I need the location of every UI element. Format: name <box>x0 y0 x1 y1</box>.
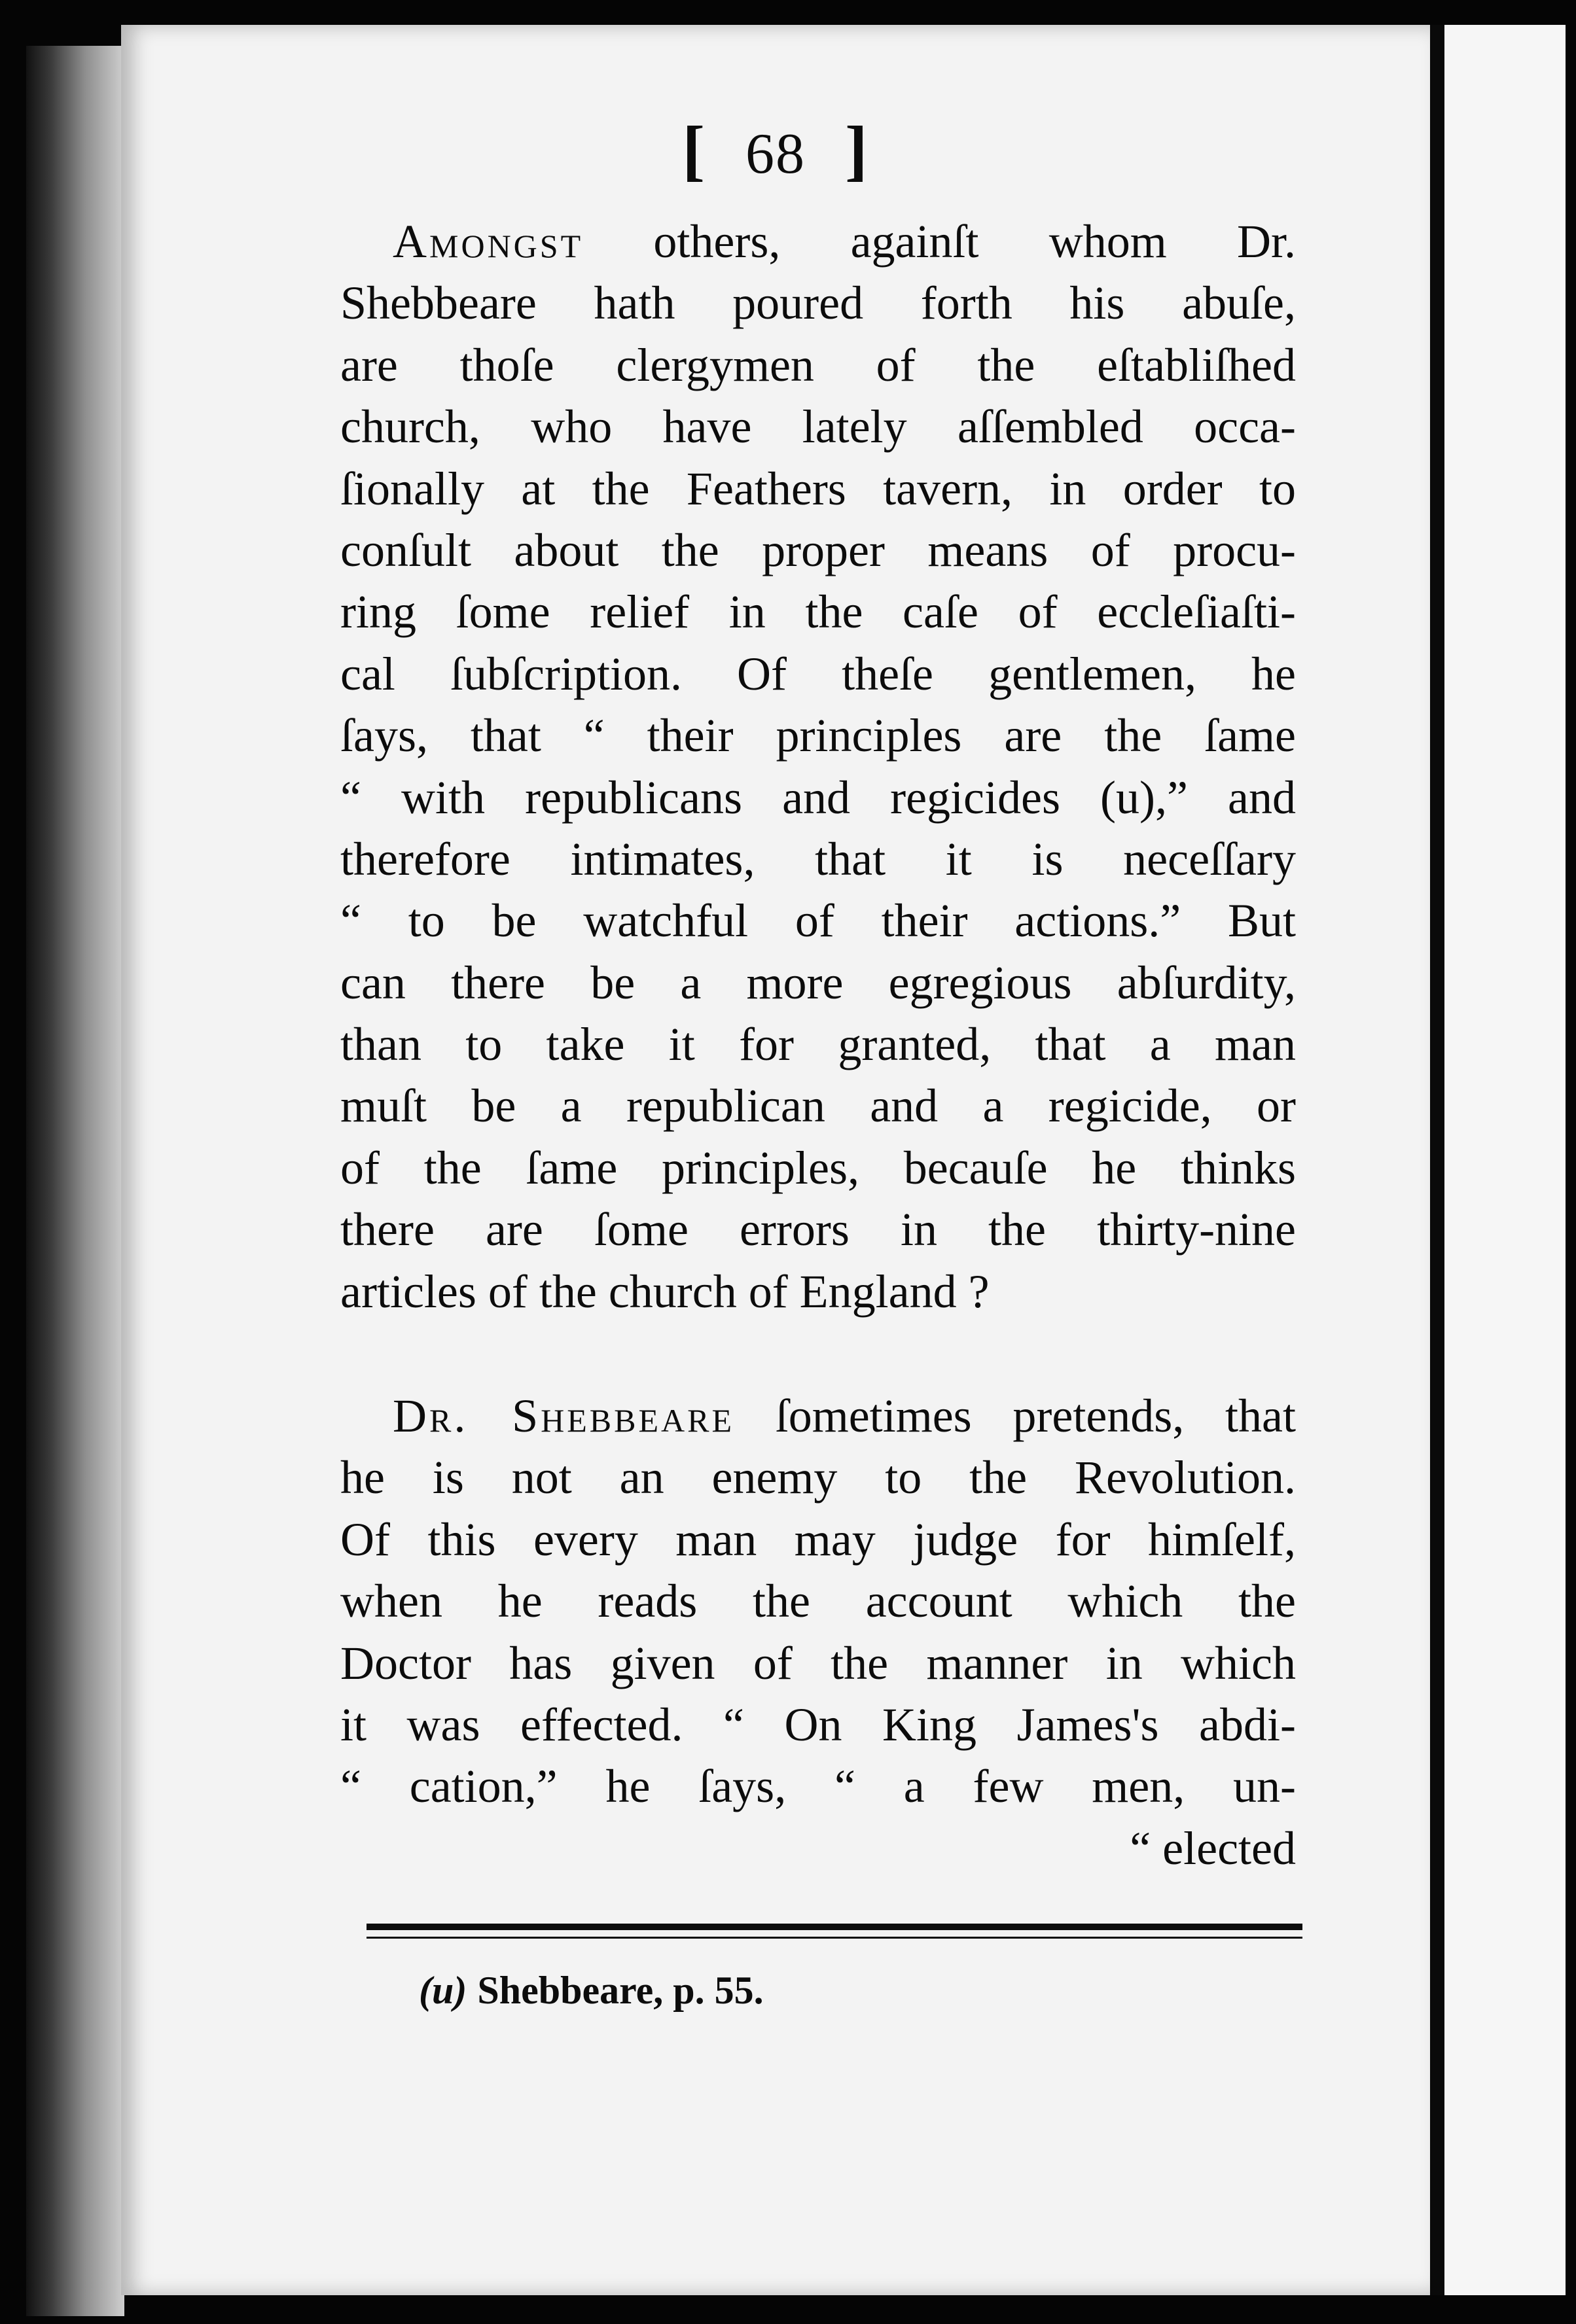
text-line: are thoſe clergymen of the eſtabliſhed <box>340 338 1296 391</box>
text-line: can there be a more egregious abſurdity, <box>340 956 1296 1009</box>
text-line: “ to be watchful of their actions.” But <box>340 894 1296 947</box>
footnote <box>419 1968 764 2013</box>
adjacent-page <box>1444 25 1566 2295</box>
text-line: Shebbeare hath poured forth his abuſe, <box>340 277 1296 330</box>
paragraph-amongst-others <box>340 211 1296 1322</box>
page-number-close-bracket: ] <box>845 113 869 188</box>
footnote-text: Shebbeare, p. 55. <box>477 1969 764 2012</box>
catchword-line: “ elected <box>1130 1822 1296 1875</box>
page-number: 68 <box>745 122 806 186</box>
book-spine-edge <box>26 46 124 2316</box>
text-line: he is not an enemy to the Revolution. <box>340 1451 1296 1504</box>
footnote-rule <box>367 1924 1302 1930</box>
text-line: ring ſome relief in the caſe of eccleſiaſti- <box>340 586 1296 639</box>
text-line: when he reads the account which the <box>340 1575 1296 1628</box>
text-line: Doctor has given of the manner in which <box>340 1636 1296 1689</box>
paragraph-lead-word: Dr. Shebbeare <box>393 1390 734 1442</box>
text-line: ſays, that “ their principles are the ſame <box>340 709 1296 762</box>
text-line: Of this every man may judge for himſelf, <box>340 1513 1296 1566</box>
page-gutter <box>1430 25 1444 2295</box>
text-line: “ with republicans and regicides (u),” and <box>340 771 1296 824</box>
text-line: it was effected. “ On King James's abdi- <box>340 1698 1296 1751</box>
footnote-mark: (u) <box>419 1969 467 2012</box>
paragraph-lead-word: Amongst <box>393 215 584 268</box>
paragraph-dr-shebbeare <box>340 1385 1296 1879</box>
text-line: of the ſame principles, becauſe he thinks <box>340 1141 1296 1194</box>
text-line: ſionally at the Feathers tavern, in order to <box>340 462 1296 515</box>
page-number-header <box>121 111 1430 189</box>
text-line: Dr. Shebbeare ſometimes pretends, that <box>393 1390 1296 1442</box>
text-line: church, who have lately aſſembled occa- <box>340 400 1296 453</box>
text-line: muſt be a republican and a regicide, or <box>340 1080 1296 1133</box>
page-number-open-bracket: [ <box>682 113 706 188</box>
text-line: than to take it for granted, that a man <box>340 1018 1296 1071</box>
text-line: “ cation,” he ſays, “ a few men, un- <box>340 1760 1296 1813</box>
text-line: Amongst others, againſt whom Dr. <box>393 215 1296 268</box>
footnote-rule-thin <box>367 1937 1302 1939</box>
text-line: cal ſubſcription. Of theſe gentlemen, he <box>340 647 1296 700</box>
text-line: there are ſome errors in the thirty-nine <box>340 1203 1296 1256</box>
text-line: therefore intimates, that it is neceſſary <box>340 832 1296 885</box>
text-line: articles of the church of England ? <box>340 1265 990 1318</box>
text-line: conſult about the proper means of procu- <box>340 523 1296 576</box>
